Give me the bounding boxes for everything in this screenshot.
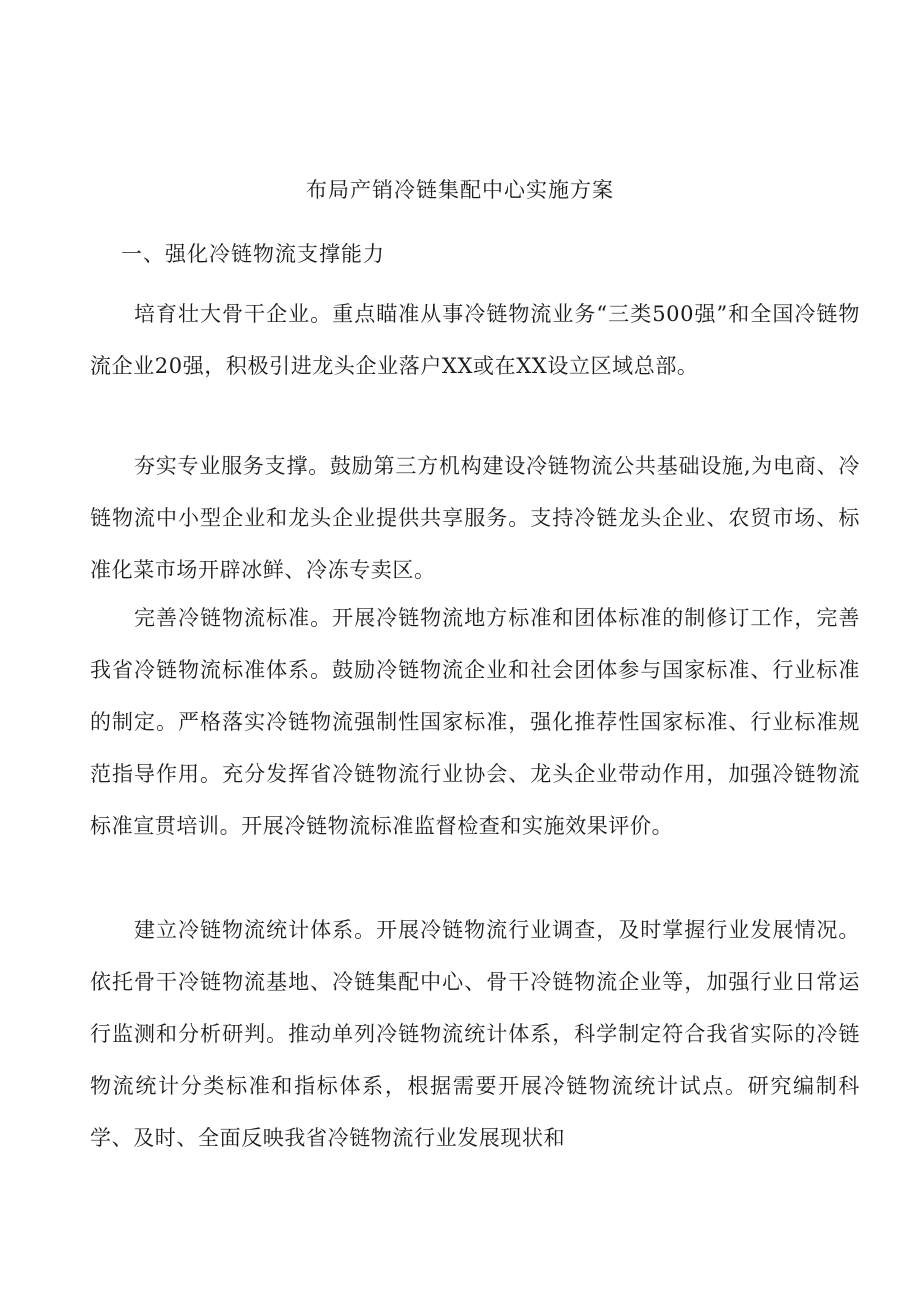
paragraph-1-block [90,288,860,392]
paragraph-3-block [90,592,860,852]
document-title: 布局产销冷链集配中心实施方案 [306,178,614,202]
paragraph: 培育壮大骨干企业。重点瞄准从事冷链物流业务“三类500强”和全国冷链物流企业20强，积极引进龙头企业落户XX或在XX设立区域总部。 [90,302,860,378]
paragraph-4-block [90,904,860,1164]
paragraph-2-block [90,440,860,596]
paragraph: 建立冷链物流统计体系。开展冷链物流行业调查，及时掌握行业发展情况。依托骨干冷链物流基地、冷链集配中心、骨干冷链物流企业等，加强行业日常运行监测和分析研判。推动单列冷链物流统计体系，科学制定符合我省实际的冷链物流统计分类标准和指标体系，根据需要开展冷链物流统计试点。研究编制科学、及时、全面反映我省冷链物流行业发展现状和 [90,918,860,1150]
section-heading: 一、强化冷链物流支撑能力 [121,242,385,266]
paragraph: 完善冷链物流标准。开展冷链物流地方标准和团体标准的制修订工作，完善我省冷链物流标准体系。鼓励冷链物流企业和社会团体参与国家标准、行业标准的制定。严格落实冷链物流强制性国家标准，强化推荐性国家标准、行业标准规范指导作用。充分发挥省冷链物流行业协会、龙头企业带动作用，加强冷链物流标准宣贯培训。开展冷链物流标准监督检查和实施效果评价。 [90,606,860,838]
paragraph: 夯实专业服务支撑。鼓励第三方机构建设冷链物流公共基础设施,为电商、冷链物流中小型企业和龙头企业提供共享服务。支持冷链龙头企业、农贸市场、标准化菜市场开辟冰鲜、冷冻专卖区。 [90,454,860,582]
